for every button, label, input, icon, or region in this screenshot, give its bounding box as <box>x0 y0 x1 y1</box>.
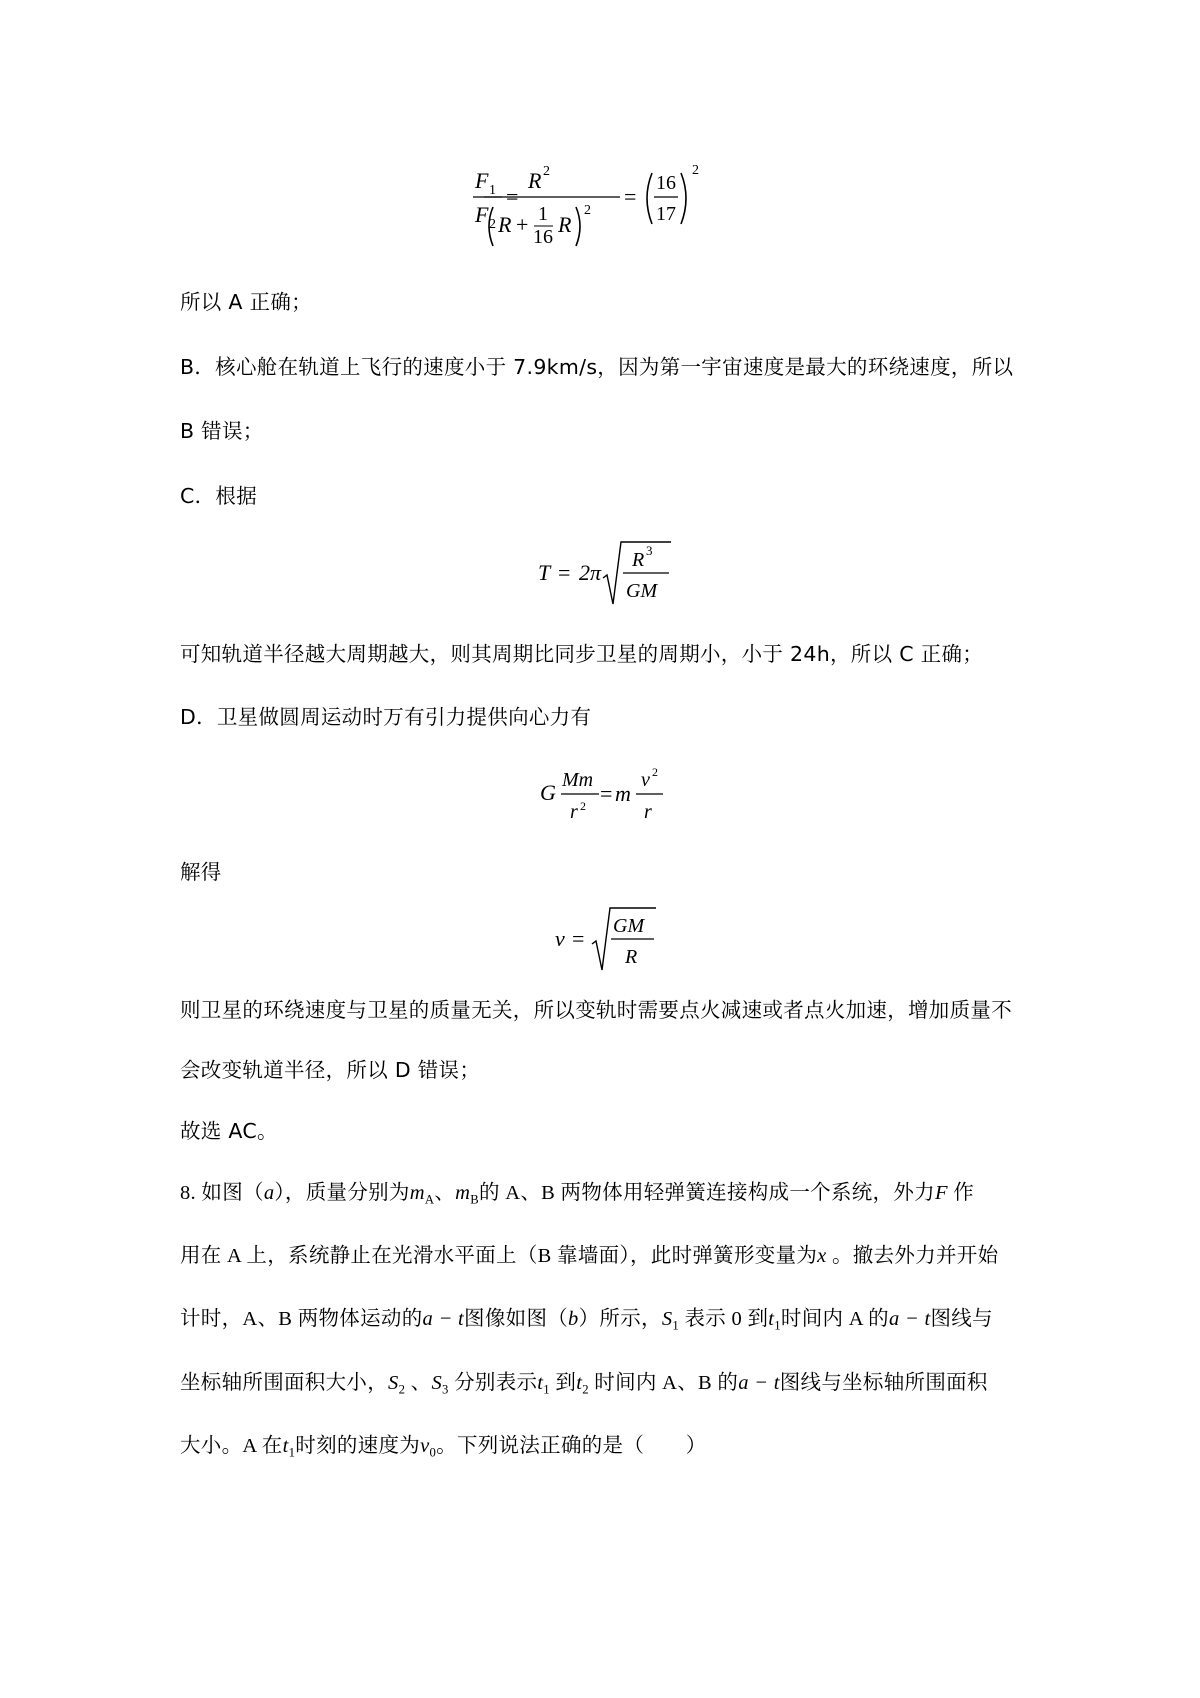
eq1-den-exp: 2 <box>584 203 591 218</box>
eq1-right-paren <box>576 207 580 246</box>
eq4-v: v <box>555 926 565 951</box>
q8-l4-text-a: 坐标轴所围面积大小， <box>180 1372 388 1394</box>
q8-time-t2: t <box>576 1372 583 1394</box>
q8-fig-b-label: b <box>568 1308 579 1330</box>
q8-l4-text-b: 、 <box>405 1372 432 1394</box>
q8-l5-text-a: 大小。A 在 <box>180 1435 283 1457</box>
q8-l1-text-c: 的 A、B 两物体用轻弹簧连接构成一个系统，外力 <box>479 1182 935 1204</box>
q8-l3-text-e: 时间内 A 的 <box>780 1308 889 1330</box>
q8-l3-text-f: 图线与 <box>930 1308 993 1330</box>
eq3-den1-exp: 2 <box>580 799 586 813</box>
q8-l4-text-f: 图线与坐标轴所围面积 <box>779 1372 988 1394</box>
q8-force-F: F <box>934 1182 948 1204</box>
q8-area-S3-sub: 3 <box>442 1382 449 1397</box>
q8-line-2 <box>180 1246 1030 1267</box>
eq2-coef: 2π <box>579 560 602 585</box>
eq1-mid-num: R <box>528 168 542 193</box>
eq1-lhs-num: F <box>475 168 489 193</box>
text-c-head: C．根据 <box>180 484 258 508</box>
text-b-line1: B．核心舱在轨道上飞行的速度小于 7.9km/s，因为第一宇宙速度是最大的环绕速度，所以 <box>180 355 1014 379</box>
q8-time-t1-sub: 1 <box>774 1318 781 1333</box>
eq3-m: m <box>615 781 631 806</box>
eq2-den: GM <box>626 580 658 602</box>
eq1-inner-den: 16 <box>533 226 553 248</box>
q8-l1-text-b: ），质量分别为 <box>274 1182 410 1204</box>
eq1-den-plus: + <box>516 212 529 237</box>
text-d-head: D．卫星做圆周运动时万有引力提供向心力有 <box>180 705 592 729</box>
eq1-rhs-num: 16 <box>656 172 676 194</box>
q8-a-t-symbol-2: a − t <box>888 1308 931 1330</box>
q8-area-S1: S <box>661 1308 673 1330</box>
eq3-G: G <box>540 780 556 805</box>
eq2-num-exp: 3 <box>646 543 653 558</box>
q8-mass-a: m <box>409 1182 425 1204</box>
q8-mass-b: m <box>455 1182 471 1204</box>
q8-l2-text-b: 。撤去外力并开始 <box>826 1245 999 1267</box>
q8-l3-text-c: ）所示， <box>578 1308 662 1330</box>
q8-time-t2-sub: 2 <box>582 1382 589 1397</box>
text-solve: 解得 <box>180 860 222 884</box>
eq3-equals: = <box>600 781 613 806</box>
text-d-body-2: 会改变轨道半径，所以 D 错误； <box>180 1058 481 1082</box>
equation-period <box>535 538 685 610</box>
q8-mass-a-sub: A <box>424 1192 435 1207</box>
eq2-num: R <box>632 549 645 571</box>
q8-area-S2: S <box>388 1372 399 1394</box>
eq4-den: R <box>625 946 638 968</box>
q8-time-t1-c-sub: 1 <box>288 1445 296 1460</box>
q8-line-3 <box>180 1309 1030 1332</box>
q8-line-1 <box>180 1183 1030 1206</box>
q8-line-5 <box>180 1436 1030 1459</box>
eq3-num2: v <box>641 769 650 791</box>
q8-velocity-v0-sub: 0 <box>429 1445 437 1460</box>
q8-l5-text-b: 时刻的速度为 <box>295 1435 421 1457</box>
eq3-den2: r <box>644 801 652 823</box>
eq1-rhs-exp: 2 <box>692 163 699 178</box>
equation-velocity <box>552 904 672 976</box>
eq1-lhs-den-sub: 2 <box>489 217 496 232</box>
eq1-mid-num-exp: 2 <box>543 164 550 179</box>
q8-time-t1-c: t <box>282 1435 289 1457</box>
q8-time-t1-b-sub: 1 <box>543 1382 550 1397</box>
q8-l4-text-e: 时间内 A、B 的 <box>588 1372 739 1394</box>
q8-l3-text-a: 计时，A、B 两物体运动的 <box>180 1308 423 1330</box>
q8-l2-text-a: 用在 A 上，系统静止在光滑水平面上（B 靠墙面），此时弹簧形变量为 <box>180 1245 818 1267</box>
eq1-den-R: R <box>498 212 512 237</box>
eq1-inner-num: 1 <box>538 203 548 225</box>
eq2-T: T <box>538 560 551 585</box>
text-a-correct: 所以 A 正确； <box>180 290 312 314</box>
eq2-equals: = <box>558 560 571 585</box>
eq1-equals-2: = <box>624 184 637 209</box>
eq3-num2-exp: 2 <box>652 765 658 779</box>
text-b-line2: B 错误； <box>180 419 264 443</box>
q8-a-t-symbol-3: a − t <box>738 1372 780 1394</box>
eq1-rhs-right-paren <box>681 173 686 224</box>
q8-time-t1-b: t <box>537 1372 544 1394</box>
q8-fig-a-label: a <box>263 1182 275 1204</box>
eq1-den-R2: R <box>558 212 572 237</box>
eq1-lhs-num-sub: 1 <box>489 183 496 198</box>
eq1-lhs-den: F <box>475 202 489 227</box>
q8-a-t-symbol-1: a − t <box>422 1308 465 1330</box>
q8-l4-text-d: 到 <box>549 1372 577 1394</box>
text-c-body: 可知轨道半径越大周期越大，则其周期比同步卫星的周期小，小于 24h，所以 C 正确； <box>180 642 984 666</box>
q8-l1-sep: 、 <box>434 1182 456 1204</box>
eq1-rhs-den: 17 <box>656 203 676 225</box>
q8-deformation-x: x <box>817 1245 827 1267</box>
text-d-body-1: 则卫星的环绕速度与卫星的质量无关，所以变轨时需要点火减速或者点火加速，增加质量不 <box>180 998 1012 1022</box>
q8-line-4 <box>180 1373 1030 1396</box>
q8-area-S3: S <box>431 1372 443 1394</box>
q8-velocity-v0: v <box>420 1435 430 1457</box>
eq4-num: GM <box>613 915 645 937</box>
q8-time-t1: t <box>768 1308 775 1330</box>
equation-gravity <box>538 764 678 830</box>
eq3-num1: Mm <box>562 769 594 791</box>
eq1-equals-1: = <box>506 184 519 209</box>
equation-force-ratio <box>470 158 750 268</box>
q8-l3-text-d: 表示 0 到 <box>679 1308 769 1330</box>
text-answer: 故选 AC。 <box>180 1119 278 1143</box>
q8-l5-text-c: 。下列说法正确的是（ ） <box>436 1435 707 1457</box>
q8-l1-text-a: 8. 如图（ <box>180 1182 264 1204</box>
q8-area-S1-sub: 1 <box>672 1318 680 1333</box>
q8-l4-text-c: 分别表示 <box>448 1372 538 1394</box>
q8-l3-text-b: 图像如图（ <box>464 1308 569 1330</box>
q8-area-S2-sub: 2 <box>398 1382 406 1397</box>
eq1-rhs-left-paren <box>647 173 652 224</box>
q8-l1-text-d: 作 <box>947 1182 975 1204</box>
eq3-den1: r <box>570 801 578 823</box>
q8-mass-b-sub: B <box>470 1192 480 1207</box>
eq4-equals: = <box>572 926 585 951</box>
